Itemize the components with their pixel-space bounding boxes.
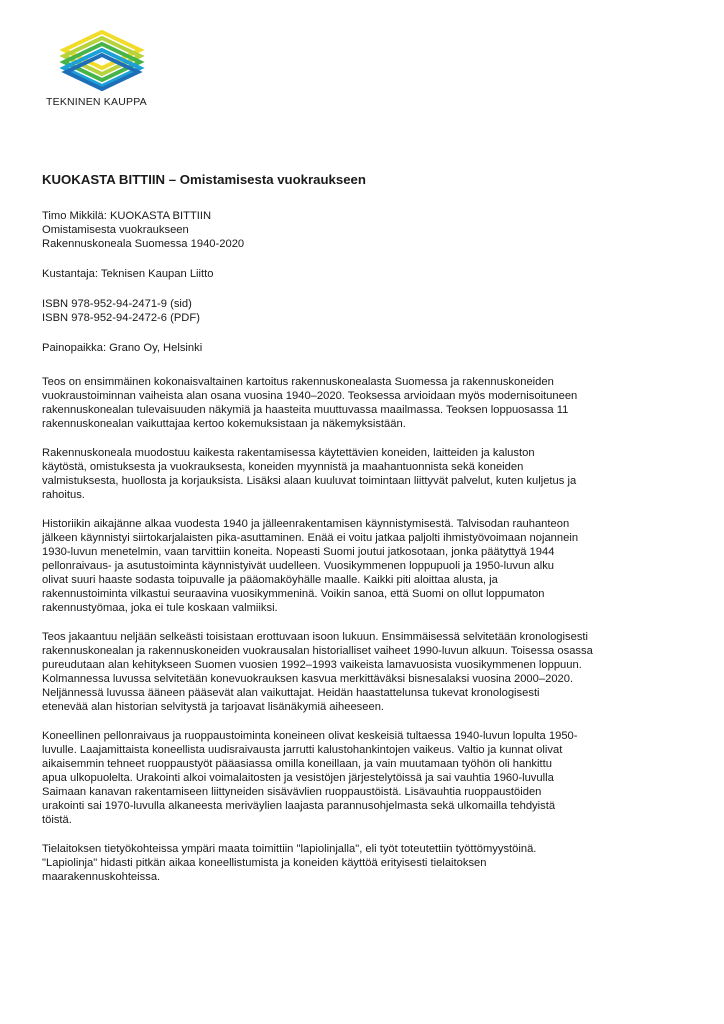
text-line: aikaisemmin tehneet ruoppaustyöt pääasiassa omilla koneillaan, ja vain muutamaan työhön oli hankittu bbox=[42, 758, 552, 770]
text-line: rakennuskonealan vaikuttajaa kertoo kokemuksistaan ja näkemyksistään. bbox=[42, 418, 406, 430]
tekninen-kauppa-logo-icon bbox=[36, 28, 164, 92]
meta-publisher-block bbox=[42, 267, 682, 281]
text-line: maarakennuskohteissa. bbox=[42, 871, 161, 883]
text-line: urakointi sai 1970-luvulla alkaneesta meriväylien laajasta parannusohjelmasta sekä ulkomailla tehdyistä bbox=[42, 800, 556, 812]
text-line: vuokraustoiminnan vaiheista alan osana vuosina 1940–2020. Teoksessa arvioidaan myös modernisoituneen bbox=[42, 390, 578, 402]
text-line: Neljännessä luvussa ääneen pääsevät alan vaikuttajat. Heidän haastattelunsa tukevat kronologisesti bbox=[42, 687, 540, 699]
paragraph-2 bbox=[42, 446, 682, 502]
text-line: "Lapiolinja" hidasti pitkän aikaa koneellistumista ja koneiden käyttöä erityisesti tielaitoksen bbox=[42, 857, 487, 869]
meta-printing-block bbox=[42, 341, 682, 355]
document-body bbox=[42, 172, 682, 899]
text-line: apua ulkopuolelta. Urakointi alkoi voimalaitosten ja vesistöjen järjestelytöissä ja sai vauhtia 1960-luvulla bbox=[42, 772, 554, 784]
text-line: Historiikin aikajänne alkaa vuodesta 1940 ja jälleenrakentamisen käynnistymisestä. Talvisodan rauhanteon bbox=[42, 518, 570, 530]
text-line: Teos jakaantuu neljään selkeästi toisistaan erottuvaan isoon lukuun. Ensimmäisessä selvitetään kronologisesti bbox=[42, 631, 589, 643]
text-line: Saimaan kanavan rakentamiseen liittyneiden sisävävlien ruoppaustöistä. Lisävauhtia ruoppaustöiden bbox=[42, 786, 542, 798]
text-line: olivat suuri haaste sodasta toipuvalle ja pääomaköyhälle maalle. Kaikki piti aloittaa alusta, ja bbox=[42, 574, 498, 586]
text-line: töistä. bbox=[42, 814, 72, 826]
text-line: rakennuskonealan tulevaisuuden näkymiä ja haasteita muuttuvassa maailmassa. Teoksen loppuosassa 11 bbox=[42, 404, 569, 416]
text-line: luvulle. Laajamittaista koneellista uudisraivausta jarrutti kalustohankintojen vaikeus. Valtio ja kunnat olivat bbox=[42, 744, 563, 756]
text-line: Koneellinen pellonraivaus ja ruoppaustoiminta koneineen olivat keskeisiä tultaessa 1940-luvun lopulta 1950- bbox=[42, 730, 578, 742]
text-line: jälkeen käynnistyi siirtokarjalaisten pika-asuttaminen. Enää ei voitu jatkaa paljolti ihmistyövoimaan nojannein bbox=[42, 532, 579, 544]
logo bbox=[36, 28, 164, 108]
meta-isbn-block bbox=[42, 297, 682, 325]
paragraph-4 bbox=[42, 630, 682, 714]
meta-line: Kustantaja: Teknisen Kaupan Liitto bbox=[42, 268, 214, 280]
meta-line: ISBN 978-952-94-2471-9 (sid) bbox=[42, 298, 192, 310]
text-line: käytöstä, omistuksesta ja vuokrauksesta, koneiden myynnistä ja maahantuonnista sekä koneiden bbox=[42, 461, 524, 473]
text-line: valmistuksesta, huollosta ja korjauksista. Lisäksi alaan kuuluvat toimintaan liittyvät palvelut, kuten kuljetus ja bbox=[42, 475, 577, 487]
meta-author-block bbox=[42, 209, 682, 251]
paragraph-3 bbox=[42, 517, 682, 615]
document-title: KUOKASTA BITTIIN – Omistamisesta vuokraukseen bbox=[42, 172, 366, 187]
meta-line: ISBN 978-952-94-2472-6 (PDF) bbox=[42, 312, 200, 324]
text-line: pellonraivaus- ja asutustoiminta käynnistyivät uudelleen. Vuosikymmenen loppupuoli ja 1950-luvun alku bbox=[42, 560, 555, 572]
meta-line: Timo Mikkilä: KUOKASTA BITTIIN bbox=[42, 210, 212, 222]
paragraph-5 bbox=[42, 729, 682, 827]
text-line: pureudutaan alan kehitykseen Suomen vuosien 1992–1993 vaikeista lamavuosista vuosikymmenen loppuun. bbox=[42, 659, 582, 671]
meta-line: Painopaikka: Grano Oy, Helsinki bbox=[42, 342, 203, 354]
logo-text: TEKNINEN KAUPPA bbox=[46, 96, 147, 108]
text-line: rahoitus. bbox=[42, 489, 85, 501]
paragraph-6 bbox=[42, 842, 682, 884]
meta-line: Rakennuskoneala Suomessa 1940-2020 bbox=[42, 238, 245, 250]
text-line: 1930-luvun menetelmin, vaan tarvittiin koneita. Nopeasti Suomi joutui jatkosotaan, jonka päätyttyä 1944 bbox=[42, 546, 555, 558]
text-line: Kolmannessa luvussa selvitetään konevuokrauksen kasvua merkittäväksi bisnesalaksi vuosina 2000–2020. bbox=[42, 673, 574, 685]
text-line: rakennustyömaa, joka ei tule koskaan valmiiksi. bbox=[42, 602, 278, 614]
paragraph-1 bbox=[42, 375, 682, 431]
text-line: rakennuskonealan ja rakennuskoneiden vuokrausalan historialliset vaiheet 1990-luvun alkuun. Toisessa osassa bbox=[42, 645, 593, 657]
text-line: Teos on ensimmäinen kokonaisvaltainen kartoitus rakennuskonealasta Suomessa ja rakennuskoneiden bbox=[42, 376, 554, 388]
meta-line: Omistamisesta vuokraukseen bbox=[42, 224, 189, 236]
text-line: Tielaitoksen tietyökohteissa ympäri maata toimittiin "lapiolinjalla", eli työt toteutettiin työttömyystöinä. bbox=[42, 843, 537, 855]
text-line: rakennustoiminta vilkastui seuraavina vuosikymmeninä. Voikin sanoa, että Suomi on ollut loppumaton bbox=[42, 588, 545, 600]
text-line: Rakennuskoneala muodostuu kaikesta rakentamisessa käytettävien koneiden, laitteiden ja kaluston bbox=[42, 447, 535, 459]
text-line: etenevää alan historian selvitystä ja tarjoavat lisänäkymiä aiheeseen. bbox=[42, 701, 385, 713]
